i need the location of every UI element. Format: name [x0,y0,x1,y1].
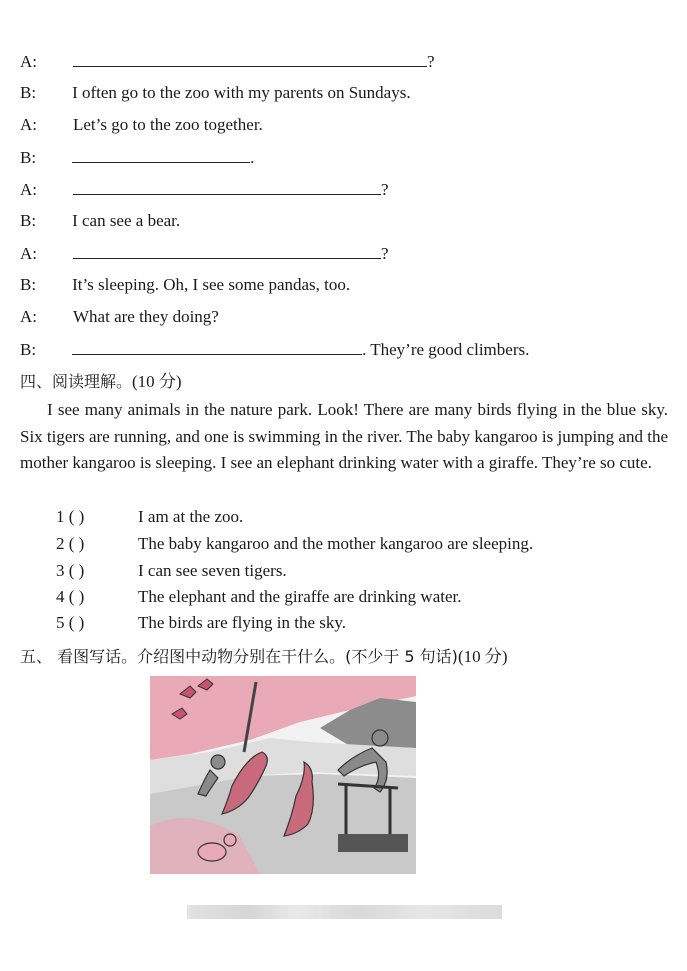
speaker-label: B: [20,340,37,359]
zoo-animals-illustration [150,676,416,874]
question-2[interactable] [56,533,533,555]
line-suffix: ? [381,244,389,263]
speaker-label: B: [20,211,37,230]
question-text: The baby kangaroo and the mother kangaroo are sleeping. [138,534,534,553]
dialogue-line-8 [20,274,350,296]
question-text: The birds are flying in the sky. [138,613,347,632]
line-suffix: . [250,148,255,167]
dialogue-line-2 [20,82,411,104]
bench [338,834,408,852]
speaker-label: B: [20,83,37,102]
question-1[interactable] [56,506,243,528]
question-number: 4 ( ) [56,587,85,606]
speaker-label: A: [20,115,37,134]
section-5-heading [20,646,508,668]
dialogue-line-1 [20,50,435,73]
question-text: I am at the zoo. [138,507,244,526]
question-number: 2 ( ) [56,534,85,553]
line-suffix: ? [427,52,435,71]
line-text: I often go to the zoo with my parents on Sundays. [72,83,411,102]
section-5-points: (10 分) [457,647,508,666]
dialogue-line-10 [20,338,529,361]
question-text: I can see seven tigers. [138,561,287,580]
line-suffix: ? [381,180,389,199]
answer-blank[interactable] [72,338,362,355]
dialogue-line-3 [20,114,263,136]
dialogue-line-7 [20,242,389,265]
dialogue-line-5 [20,178,389,201]
line-text: Let’s go to the zoo together. [73,115,263,134]
dialogue-line-6 [20,210,180,232]
speaker-label: A: [20,180,37,199]
section-5-title: 五、 看图写话。介绍图中动物分别在干什么。(不少于 5 句话) [20,647,458,666]
dialogue-line-4 [20,146,254,169]
line-text: It’s sleeping. Oh, I see some pandas, too. [72,275,351,294]
question-number: 5 ( ) [56,613,85,632]
speaker-label: A: [20,52,37,71]
question-3[interactable] [56,560,287,582]
answer-blank[interactable] [73,178,381,195]
dialogue-line-9 [20,306,219,328]
question-number: 3 ( ) [56,561,85,580]
question-4[interactable] [56,586,462,608]
speaker-label: A: [20,307,37,326]
speaker-label: B: [20,148,37,167]
section-4-points: (10 分) [132,372,182,391]
answer-blank[interactable] [73,50,427,67]
answer-blank[interactable] [72,146,250,163]
line-text: What are they doing? [73,307,219,326]
speaker-label: A: [20,244,37,263]
question-5[interactable] [56,612,346,634]
question-text: The elephant and the giraffe are drinking water. [138,587,462,606]
answer-blank[interactable] [73,242,381,259]
reading-passage: I see many animals in the nature park. Look! There are many birds flying in the blue sky. Six tigers are running, and one is swimming in the river. The baby kangaroo is jumping and the mother kangaroo is sleeping. I see an elephant drinking water with a giraffe. They’re so cute. [20,400,668,473]
speaker-label: B: [20,275,37,294]
line-suffix: . They’re good climbers. [362,340,530,359]
section-4-heading [20,371,182,393]
line-text: I can see a bear. [72,211,181,230]
blurred-footer [187,905,502,919]
section-4-title: 四、阅读理解。 [20,372,133,391]
question-number: 1 ( ) [56,507,85,526]
